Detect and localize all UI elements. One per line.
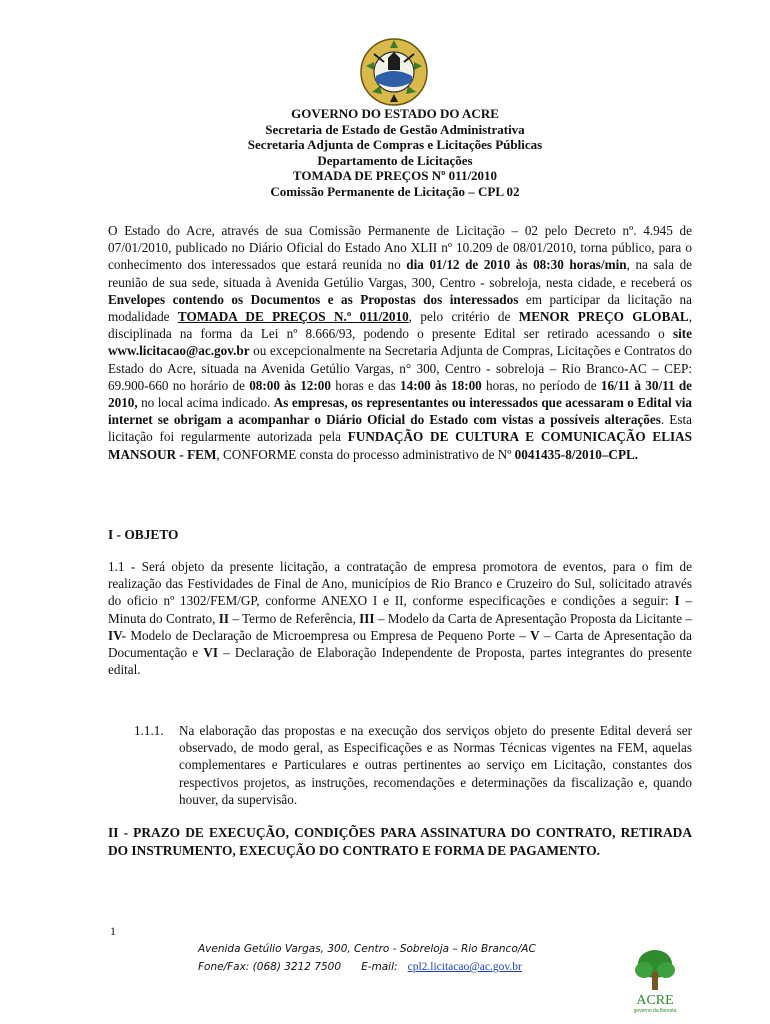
intro-text-1: O Estado do Acre, através de sua Comissão Permanente de Licitação – 02 pelo Decreto nº. 4.945 de 07/01/2010, publicado no Diário Oficial do Estado Ano XLII nº 10.209 de 08/01/2010, torna público, para o conhecimento dos interessados que estará reunida no	[108, 223, 692, 273]
clause-1-1-1-text: Na elaboração das propostas e na execução dos serviços objeto do presente Edital deverá ser observado, de modo geral, as Especificações e as Normas Técnicas vigentes na FEM, aquelas complementares e Particulares e outras pertinentes ao serviço em Licitação, constantes dos respectivos projetos, as instruções, recomendações e determinações da fiscalização e, quando houver, da supervisão.	[179, 723, 692, 807]
intro-meeting-date: dia 01/12 de 2010 às 08:30 horas/min	[406, 257, 627, 273]
annex-iii-label: III	[359, 610, 375, 626]
footer-address: Avenida Getúlio Vargas, 300, Centro - Sobreloja – Rio Branco/AC	[198, 943, 536, 955]
annex-i-label: I	[674, 593, 680, 609]
intro-hours-afternoon: 14:00 às 18:00	[400, 377, 482, 393]
clause-1-1	[108, 558, 692, 678]
annex-v-label: V	[530, 627, 540, 643]
intro-hours-morning: 08:00 às 12:00	[249, 377, 331, 393]
intro-website: site www.licitacao@ac.gov.br	[108, 326, 692, 359]
clause-1-1-text-7: – Declaração de Elaboração Independente de Proposta, partes integrantes do presente edital.	[108, 645, 692, 678]
acre-logo-text: ACRE	[636, 993, 674, 1008]
page-number: 1	[110, 924, 116, 938]
intro-text-7: horas e das	[330, 377, 400, 393]
intro-notice: As empresas, os representantes ou interessados que acessaram o Edital via internet se obrigam a acompanhar o Diário Oficial do Estado com vistas a possíveis alterações	[108, 395, 692, 428]
clause-1-1-text-1: 1.1 - Será objeto da presente licitação, a contratação de empresa promotora de eventos, para o fim de realização das Festividades de Final de Ano, municípios de Rio Branco e Cruzeiro do Sul, solicitado através do oficio nº 1302/FEM/GP, conforme ANEXO I e II, conforme especificações e condições a seguir:	[108, 559, 692, 609]
header-government: GOVERNO DO ESTADO DO ACRE	[291, 106, 499, 121]
page-footer	[198, 940, 578, 976]
clause-1-1-1-number: 1.1.1.	[134, 723, 164, 738]
section-title-prazo: II - PRAZO DE EXECUÇÃO, CONDIÇÕES PARA ASSINATURA DO CONTRATO, RETIRADA DO INSTRUMENTO, EXECUÇÃO DO CONTRATO E FORMA DE PAGAMENTO.	[108, 825, 692, 858]
clause-1-1-text-6: – Carta de Apresentação da Documentação e	[108, 627, 693, 661]
clause-1-1-text-2: – Minuta do Contrato,	[108, 593, 693, 626]
clause-1-1-1	[134, 722, 692, 808]
intro-tender-reference: TOMADA DE PREÇOS N.º 011/2010	[177, 309, 409, 325]
intro-text-9: no local acima indicado.	[137, 395, 274, 411]
intro-text-10: . Esta licitação foi regularmente autorizada pela	[108, 412, 692, 445]
intro-foundation: FUNDAÇÃO DE CULTURA E COMUNICAÇÃO ELIAS MANSOUR - FEM	[108, 429, 692, 462]
annex-ii-label: II	[218, 610, 229, 626]
intro-text-8: horas, no período de	[481, 377, 601, 393]
state-crest-icon	[358, 36, 430, 108]
footer-email-label: E-mail:	[361, 961, 398, 973]
intro-text-6: ou excepcionalmente na Secretaria Adjunta de Compras, Licitações e Contratos do Estado do Acre, situada na Avenida Getúlio Vargas, n° 300, Centro - sobreloja – Rio Branco-AC – CEP: 69.900-660 no horário de	[108, 343, 692, 393]
header-secretariat: Secretaria de Estado de Gestão Administrativa	[265, 121, 525, 137]
acre-tree-logo-icon	[626, 944, 684, 1014]
header-department: Departamento de Licitações	[317, 152, 473, 168]
intro-text-4: , pelo critério de	[408, 309, 519, 325]
clause-1-1-text-5: Modelo de Declaração de Microempresa ou Empresa de Pequeno Porte –	[126, 627, 531, 643]
clause-1-1-text-3: – Termo de Referência,	[229, 610, 360, 626]
annex-iv-label: IV-	[108, 627, 127, 643]
annex-vi-label: VI	[203, 645, 218, 661]
header-commission: Comissão Permanente de Licitação – CPL 02	[270, 183, 520, 199]
intro-envelopes: Envelopes contendo os Documentos e as Propostas dos interessados	[108, 291, 519, 307]
intro-period: 16/11 à 30/11 de 2010,	[108, 377, 693, 411]
intro-paragraph	[108, 222, 692, 463]
intro-text-5: , disciplinada na forma da Lei nº 8.666/93, podendo o presente Edital ser retirado acessando o	[108, 309, 692, 342]
intro-text-2: , na sala de reunião de sua sede, situada à Avenida Getúlio Vargas, 300, Centro - sobreloja, nesta cidade, e receberá os	[108, 257, 693, 290]
footer-phone: Fone/Fax: (068) 3212 7500	[198, 961, 342, 973]
intro-criterion: MENOR PREÇO GLOBAL	[518, 309, 689, 325]
footer-email-link[interactable]: cpl2.licitacao@ac.gov.br	[407, 961, 522, 973]
intro-process-number: 0041435-8/2010–CPL.	[514, 446, 639, 462]
intro-text-3: em participar da licitação na modalidade	[108, 291, 692, 325]
header-tender-number: TOMADA DE PREÇOS Nº 011/2010	[292, 168, 498, 184]
document-header	[108, 106, 682, 200]
footer-contact	[198, 958, 578, 976]
header-adjunct-secretariat: Secretaria Adjunta de Compras e Licitações Públicas	[247, 137, 543, 153]
acre-logo-subtext: governo da floresta	[633, 1008, 677, 1014]
intro-text-11: , CONFORME consta do processo administrativo de Nº	[216, 446, 515, 462]
section-title-objeto: I - OBJETO	[108, 527, 179, 542]
clause-1-1-text-4: – Modelo da Carta de Apresentação Proposta da Licitante –	[374, 610, 693, 626]
